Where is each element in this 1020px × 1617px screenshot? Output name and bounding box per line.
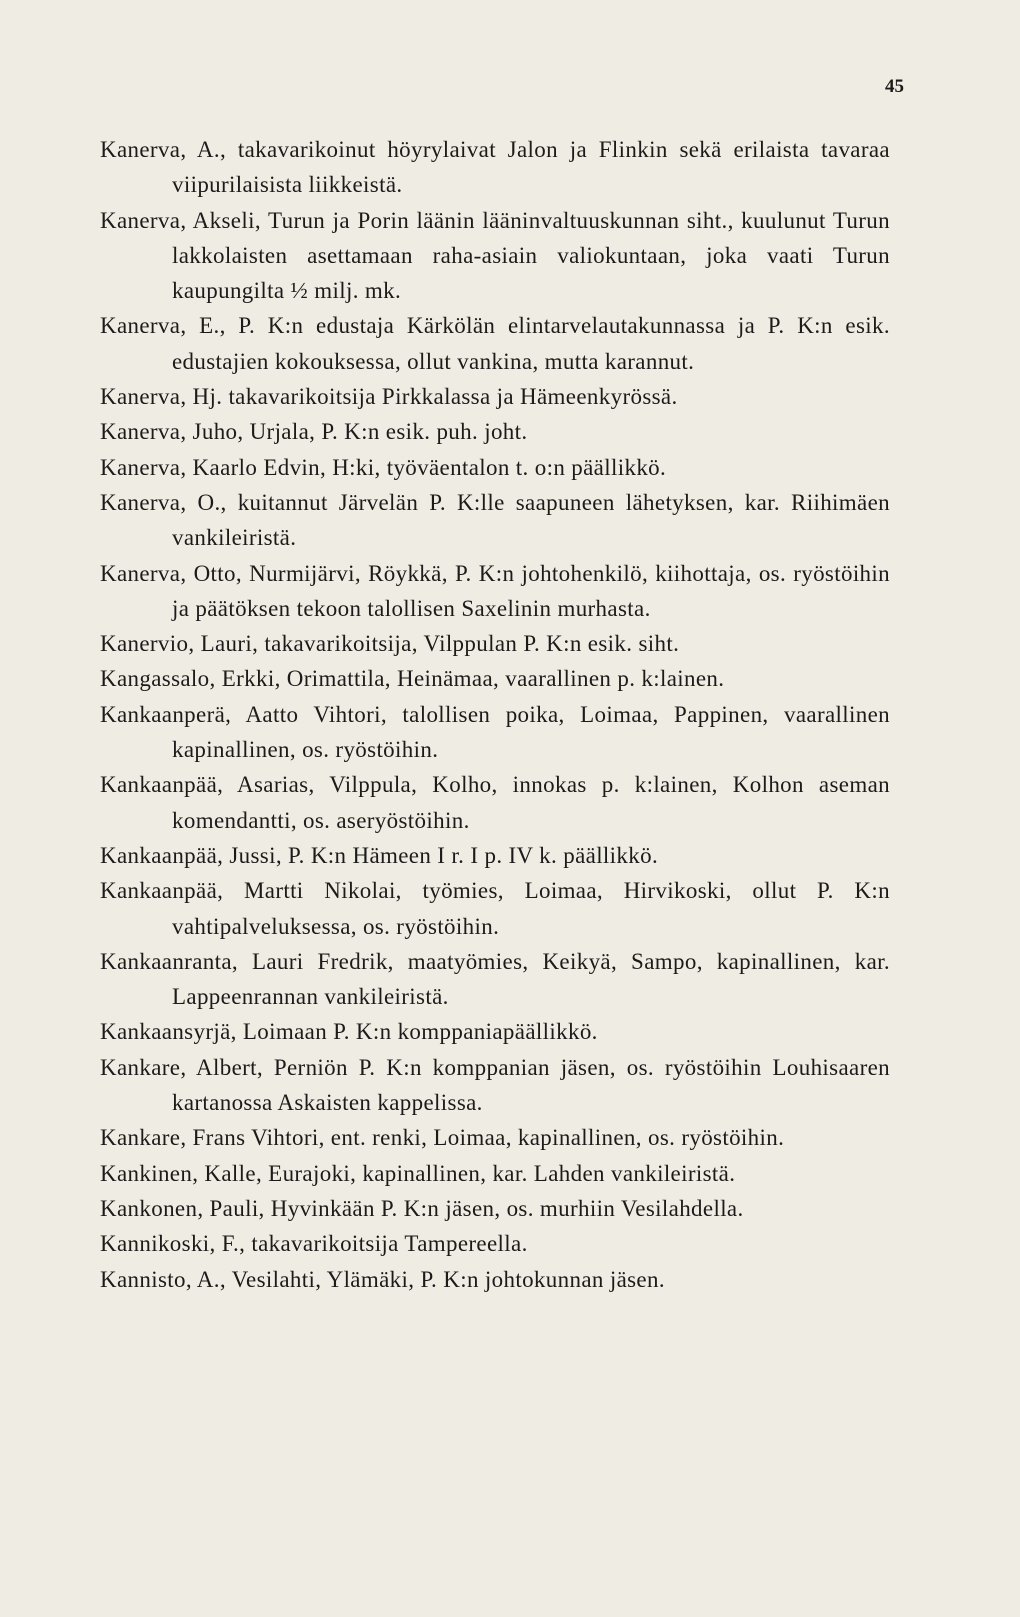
entry-kankaanpaa-martti: Kankaanpää, Martti Nikolai, työmies, Loimaa, Hirvikoski, ollut P. K:n vahtipalveluksessa, os. ryöstöihin.: [100, 878, 890, 939]
entry-kanerva-hj: Kanerva, Hj. takavarikoitsija Pirkkalassa ja Hämeenkyrössä.: [100, 384, 678, 410]
entry-kanervio-lauri: Kanervio, Lauri, takavarikoitsija, Vilppulan P. K:n esik. siht.: [100, 631, 680, 657]
entry-kanerva-o: Kanerva, O., kuitannut Järvelän P. K:lle saapuneen lähetyksen, kar. Riihimäen vankileiristä.: [100, 489, 890, 551]
entry-list: [100, 132, 890, 1297]
entry-kankare-frans: Kankare, Frans Vihtori, ent. renki, Loimaa, kapinallinen, os. ryöstöihin.: [100, 1125, 785, 1151]
entry-kangassalo-erkki: Kangassalo, Erkki, Orimattila, Heinämaa, vaarallinen p. k:lainen.: [100, 666, 725, 692]
entry-kankinen-kalle: Kankinen, Kalle, Eurajoki, kapinallinen, kar. Lahden vankileiristä.: [100, 1160, 736, 1186]
entry-kanerva-kaarlo: Kanerva, Kaarlo Edvin, H:ki, työväentalon t. o:n päällikkö.: [100, 454, 667, 480]
entry-kanerva-juho: Kanerva, Juho, Urjala, P. K:n esik. puh. joht.: [100, 419, 528, 445]
entry-kannikoski-f: Kannikoski, F., takavarikoitsija Tampereella.: [100, 1231, 528, 1257]
entry-kankaanpaa-jussi: Kankaanpää, Jussi, P. K:n Hämeen I r. I p. IV k. päällikkö.: [100, 842, 659, 868]
entry-kanerva-e: Kanerva, E., P. K:n edustaja Kärkölän elintarvelautakunnassa ja P. K:n esik. edustajien kokouksessa, ollut vankina, mutta karannut.: [100, 313, 890, 374]
entry-kankonen-pauli: Kankonen, Pauli, Hyvinkään P. K:n jäsen, os. murhiin Vesilahdella.: [100, 1195, 744, 1221]
entry-kanerva-otto: Kanerva, Otto, Nurmijärvi, Röykkä, P. K:n johtohenkilö, kiihottaja, os. ryöstöihin ja päätöksen tekoon talollisen Saxelinin murhasta.: [100, 560, 890, 621]
entry-kanerva-akseli: Kanerva, Akseli, Turun ja Porin läänin lääninvaltuuskunnan siht., kuulunut Turun lakkolaisten asettamaan raha-asiain valiokuntaan, joka vaati Turun kaupungilta ½ milj. mk.: [100, 207, 890, 304]
entry-kankare-albert: Kankare, Albert, Perniön P. K:n komppanian jäsen, os. ryöstöihin Louhisaaren kartanossa Askaisten kappelissa.: [100, 1054, 890, 1116]
entry-kanerva-a: Kanerva, A., takavarikoinut höyrylaivat Jalon ja Flinkin sekä erilaista tavaraa viipurilaisista liikkeistä.: [100, 137, 890, 198]
entry-kankaanpaa-asarias: Kankaanpää, Asarias, Vilppula, Kolho, innokas p. k:lainen, Kolhon aseman komendantti, os. aseryöstöihin.: [100, 772, 890, 833]
page-number: 45: [885, 76, 904, 97]
entry-kankaansyrja: Kankaansyrjä, Loimaan P. K:n komppaniapäällikkö.: [100, 1019, 598, 1045]
entry-kannisto-a: Kannisto, A., Vesilahti, Ylämäki, P. K:n johtokunnan jäsen.: [100, 1266, 665, 1292]
entry-kankaanranta-lauri: Kankaanranta, Lauri Fredrik, maatyömies, Keikyä, Sampo, kapinallinen, kar. Lappeenrannan vankileiristä.: [100, 948, 890, 1010]
entry-kankaanpera-aatto: Kankaanperä, Aatto Vihtori, talollisen poika, Loimaa, Pappinen, vaarallinen kapinallinen, os. ryöstöihin.: [100, 701, 890, 763]
